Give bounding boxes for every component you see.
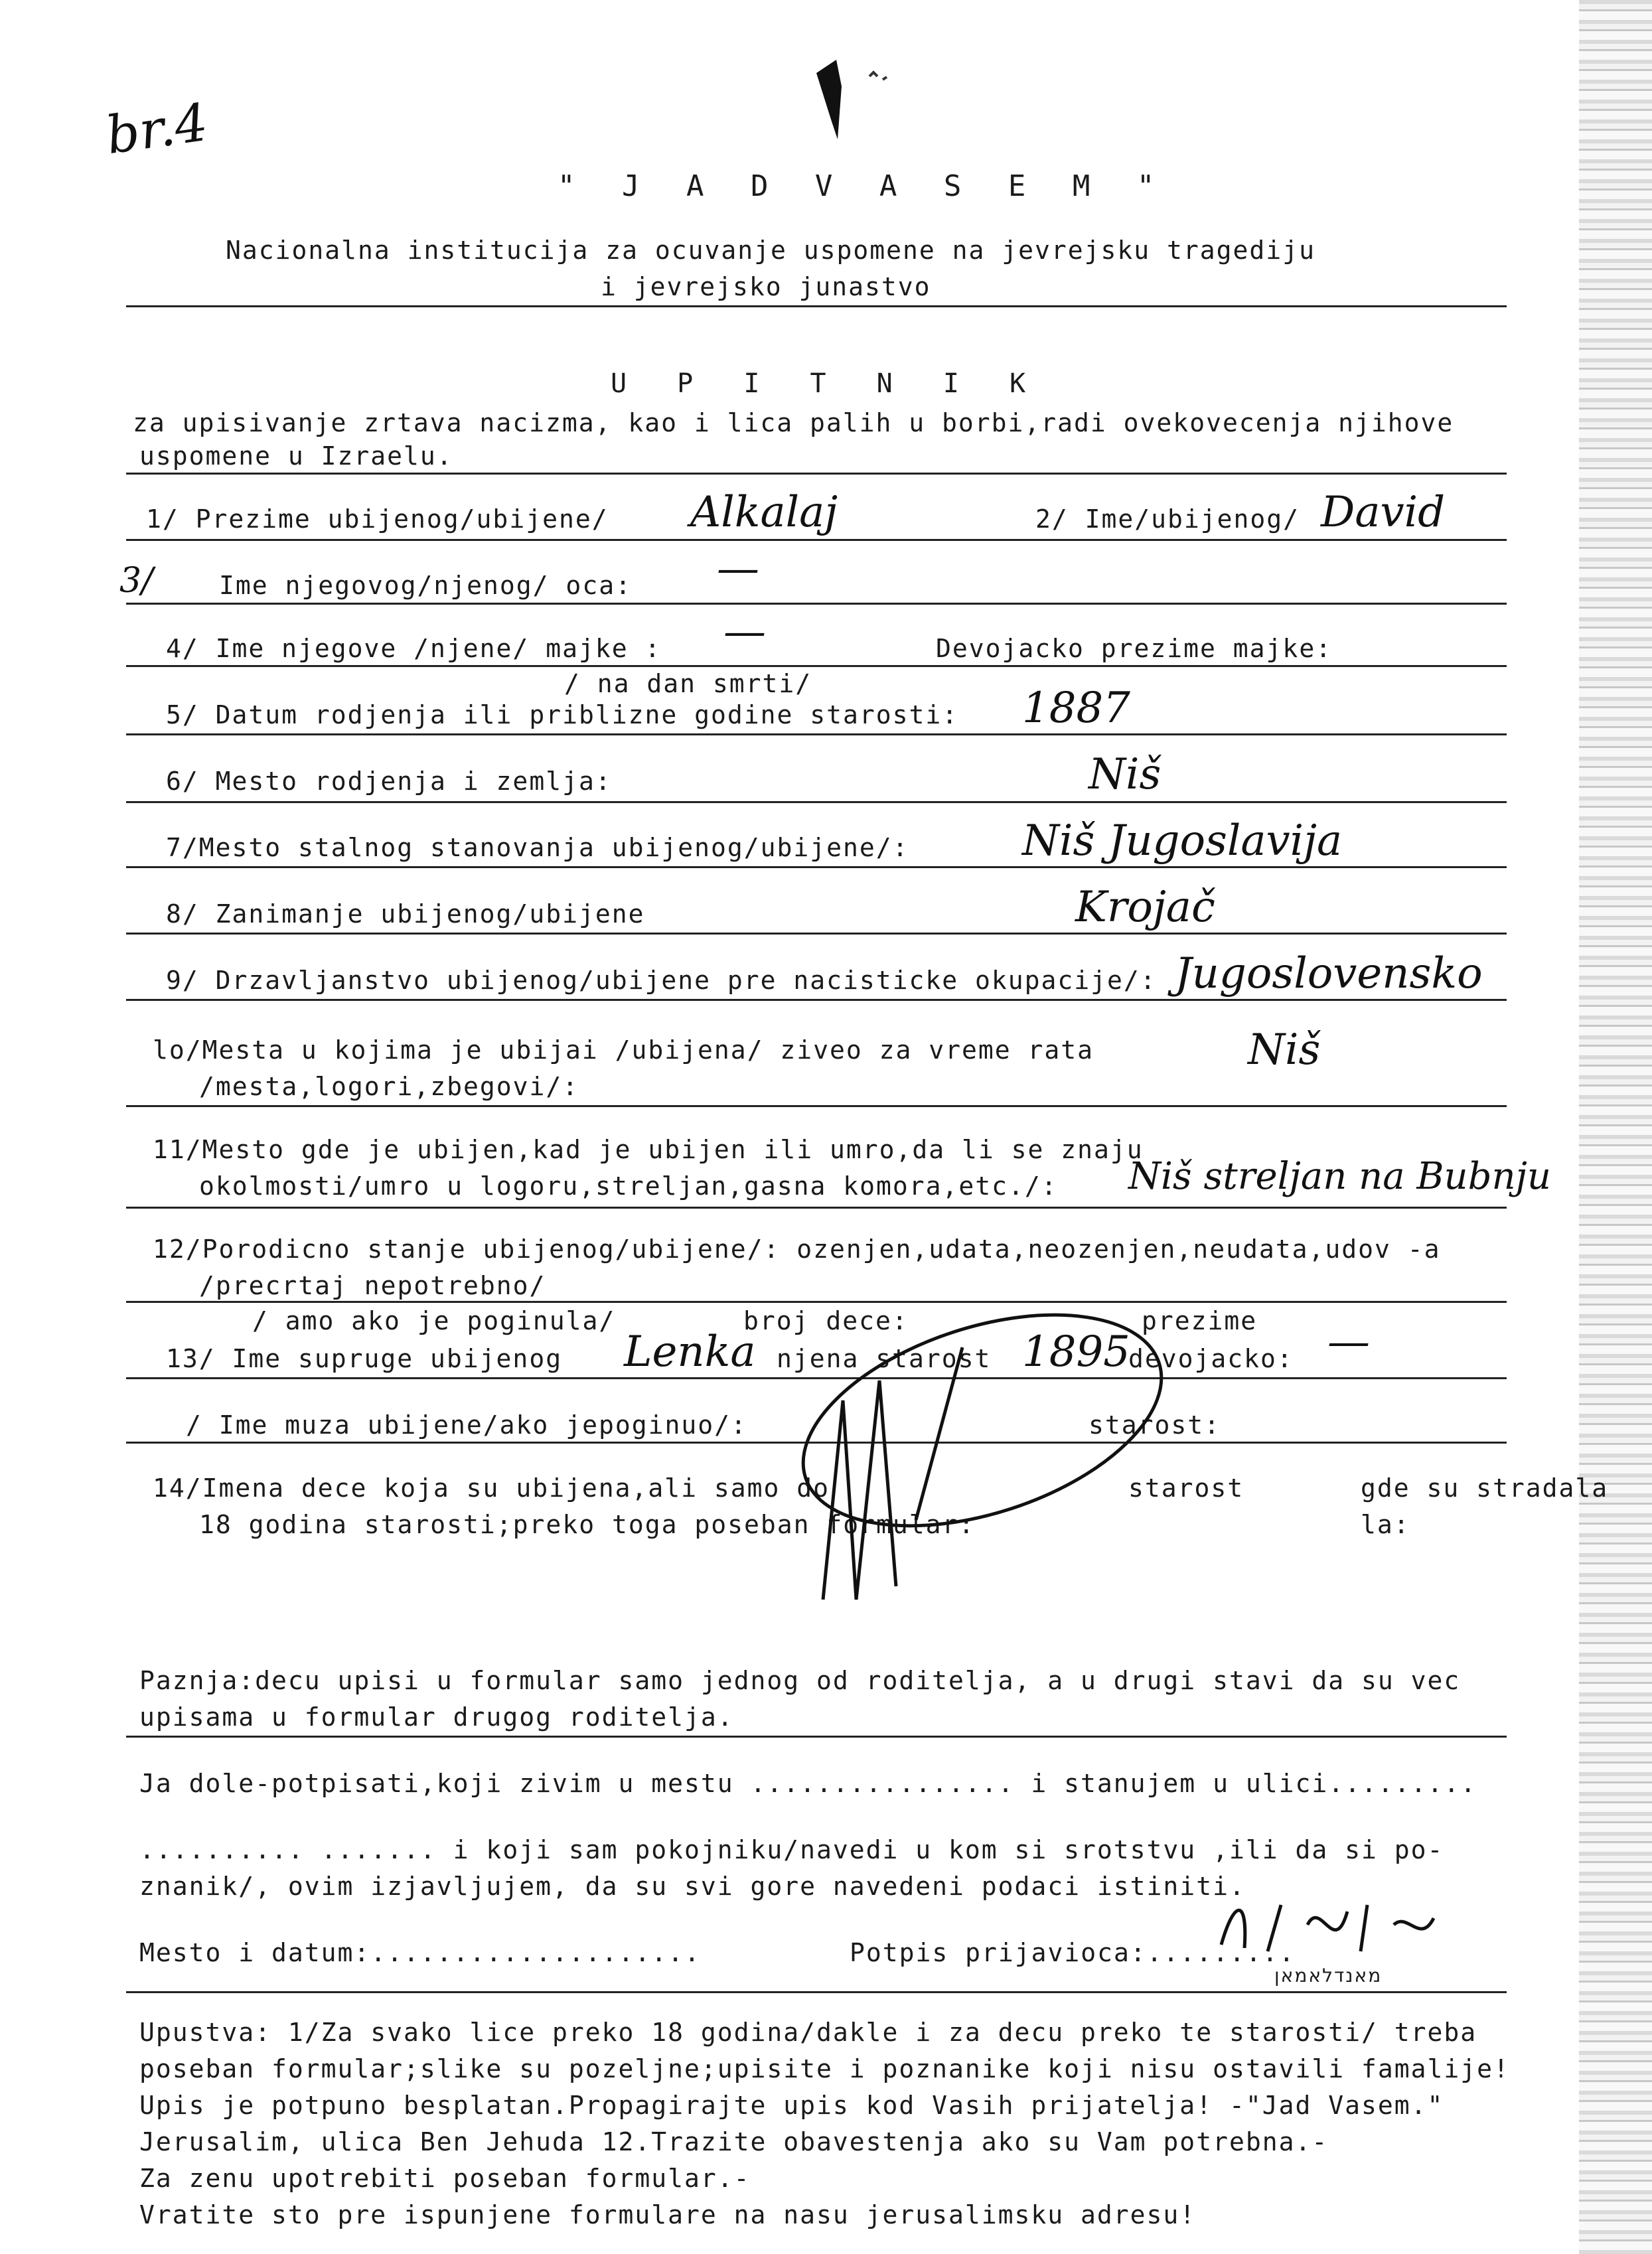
field-14-age: starost [1128,1473,1244,1503]
field-3-rule [126,603,1507,605]
cancel-scribble [763,1321,1175,1639]
field-10-value: Niš [1248,1025,1321,1075]
field-9-value: Jugoslovensko [1175,949,1483,998]
field-6-label: 6/ Mesto rodjenja i zemlja: [166,767,612,796]
field-1-value: Alkalaj [690,488,838,537]
field-7-rule [126,866,1507,868]
field-10-label: lo/Mesta u kojima je ubijai /ubijena/ ziveo za vreme rata [153,1035,1094,1065]
field-11-label-2: okolmosti/umro u logoru,streljan,gasna komora,etc./: [199,1171,1058,1201]
field-3-label: Ime njegovog/njenog/ oca: [219,571,632,600]
note-line-2: upisama u formular drugog roditelja. [139,1702,734,1732]
instruction-2: poseban formular;slike su pozeljne;upisite i poznanike koji nisu ostavili famalije! [139,2054,1510,2083]
emblem-mark [790,46,896,139]
field-2-value: David [1321,488,1446,537]
field-6-value: Niš [1089,750,1162,799]
field-13b-age: starost: [1089,1410,1221,1440]
field-1-rule [126,539,1507,541]
field-12-label: 12/Porodicno stanje ubijenog/ubijene/: ozenjen,udata,neozenjen,neudata,udov -a [153,1235,1441,1264]
field-10-label-2: /mesta,logori,zbegovi/: [199,1072,579,1101]
instruction-4: Jerusalim, ulica Ben Jehuda 12.Trazite obavestenja ako su Vam potrebna.- [139,2127,1329,2156]
field-13b-label: / Ime muza ubijene/ako jepoginuo/: [186,1410,747,1440]
field-12-rule [126,1301,1507,1303]
instruction-6: Vratite sto pre ispunjene formulare na nasu jerusalimsku adresu! [139,2200,1197,2229]
field-13-maiden-label: devojacko: [1128,1344,1294,1373]
field-13-children: broj dece: [743,1306,909,1335]
field-5-note: / na dan smrti/ [564,669,812,698]
field-8-value: Krojač [1075,883,1215,932]
field-3-num: 3/ [119,561,153,601]
intro-line-1: za upisivanje zrtava nacizma, kao i lica palih u borbi,radi ovekovecenja njihove [133,408,1454,437]
org-subtitle-2: i jevrejsko junastvo [601,272,931,301]
field-4-label: 4/ Ime njegove /njene/ majke : [166,634,662,663]
note-rule [126,1736,1507,1738]
field-11-value: Niš streljan na Bubnju [1128,1155,1551,1198]
field-13-label: 13/ Ime supruge ubijenog [166,1344,563,1373]
field-11-label: 11/Mesto gde je ubijen,kad je ubijen ili umro,da li se znaju [153,1135,1144,1164]
field-5-rule [126,733,1507,735]
field-13-surname: prezime [1142,1306,1258,1335]
field-14-label: 14/Imena dece koja su ubijena,ali samo do [153,1473,830,1503]
field-4-maiden-label: Devojacko prezime majke: [936,634,1333,663]
field-13-age-label: njena starost [777,1344,992,1373]
field-7-label: 7/Mesto stalnog stanovanja ubijenog/ubijene/: [166,833,909,862]
intro-line-2: uspomene u Izraelu. [139,441,453,471]
field-7-value: Niš Jugoslavija [1022,816,1343,865]
field-11-rule [126,1207,1507,1209]
signature-mark [1208,1885,1487,1965]
field-4-value: — [723,607,766,656]
field-2-label: 2/ Ime/ubijenog/ [1035,504,1300,534]
org-subtitle-1: Nacionalna institucija za ocuvanje uspomene na jevrejsku tragediju [226,236,1315,265]
instruction-5: Za zenu upotrebiti poseban formular.- [139,2164,751,2193]
field-13-maiden-value: — [1327,1317,1370,1367]
signature-label: Potpis prijavioca:......... [850,1938,1296,1967]
note-line-1: Paznja:decu upisi u formular samo jednog od roditelja, a u drugi stavi da su vec [139,1666,1461,1695]
field-6-rule [126,801,1507,803]
field-13-age-value: 1895 [1022,1327,1130,1377]
scan-edge-noise [1579,0,1652,2254]
field-8-label: 8/ Zanimanje ubijenog/ubijene [166,899,645,929]
field-9-label: 9/ Drzavljanstvo ubijenog/ubijene pre nacisticke okupacije/: [166,966,1157,995]
declaration-line-3: znanik/, ovim izjavljujem, da su svi gore navedeni podaci istiniti. [139,1872,1246,1901]
field-5-value: 1887 [1022,684,1130,733]
field-14-where: gde su stradala [1361,1473,1609,1503]
field-13-note: / amo ako je poginula/ [252,1306,616,1335]
field-5-label: 5/ Datum rodjenja ili priblizne godine starosti: [166,700,959,729]
field-14-label-2: 18 godina starosti;preko toga poseban formular: [199,1510,976,1539]
field-4-rule [126,665,1507,667]
corner-note: br.4 [102,92,212,167]
field-14-where-2: la: [1361,1510,1410,1539]
field-8-rule [126,933,1507,935]
field-1-label: 1/ Prezime ubijenog/ubijene/ [146,504,609,534]
org-title: " J A D V A S E M " [558,169,1169,203]
field-13-value: Lenka [624,1327,756,1377]
place-date: Mesto i datum:.................... [139,1938,701,1967]
intro-rule [126,473,1507,475]
field-12-label-2: /precrtaj nepotrebno/ [199,1271,546,1300]
field-3-value: — [717,544,759,593]
declaration-line-1: Ja dole-potpisati,koji zivim u mestu ................ i stanujem u ulici......... [139,1769,1477,1798]
instruction-3: Upis je potpuno besplatan.Propagirajte upis kod Vasih prijatelja! -"Jad Vasem." [139,2091,1444,2120]
header-rule [126,305,1507,307]
field-9-rule [126,999,1507,1001]
field-10-rule [126,1105,1507,1107]
signature-rule [126,1991,1507,1993]
instruction-1: Upustva: 1/Za svako lice preko 18 godina/dakle i za decu preko te starosti/ treba [139,2018,1477,2047]
declaration-line-2: .......... ....... i koji sam pokojniku/navedi u kom si srotstvu ,ili da si po- [139,1835,1444,1864]
signature-sub: מאנדלאמאן [1274,1965,1383,1987]
form-title: U P I T N I K [611,368,1043,399]
